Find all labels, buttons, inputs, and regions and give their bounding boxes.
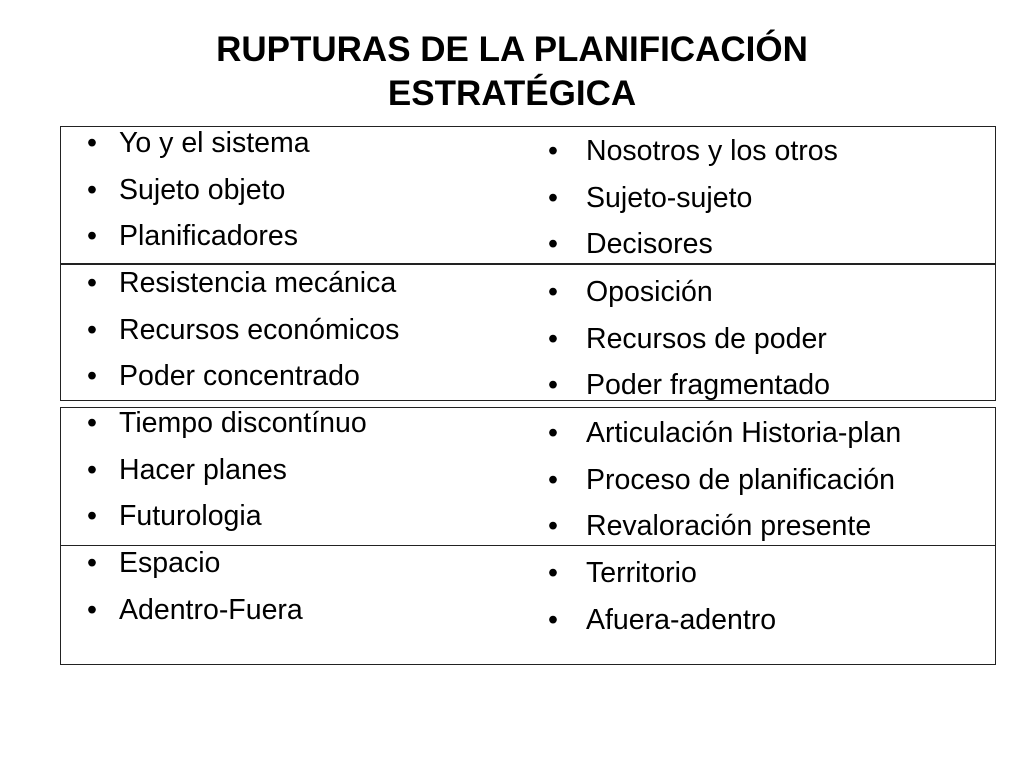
slide-title [0,28,1024,116]
list-item-text: Planificadores [119,220,299,252]
list-item [548,275,988,322]
list-item-text: Poder fragmentado [586,369,830,401]
list-item [87,219,507,266]
bullet-icon: • [87,127,97,159]
list-item [548,416,988,463]
bullet-icon: • [548,181,558,214]
list-item [87,406,507,453]
list-item [548,509,988,556]
bullet-icon: • [548,557,558,589]
list-item-text: Hacer planes [119,453,287,486]
list-item-text: Decisores [586,228,713,260]
list-item-text: Proceso de planificación [586,463,895,496]
list-item-text: Adentro-Fuera [119,593,303,626]
section-2-left-list [87,266,507,406]
section-1-right-list [548,134,988,274]
list-item [548,603,988,650]
section-3-right-list [548,416,988,556]
list-item [87,359,507,406]
bullet-icon: • [87,313,97,346]
bullet-icon: • [548,463,558,496]
list-item-text: Articulación Historia-plan [586,417,902,449]
list-item [87,313,507,360]
slide-title-line-1: RUPTURAS DE LA PLANIFICACIÓN [216,30,808,69]
list-item-text: Recursos de poder [586,322,827,355]
list-item-text: Territorio [586,557,697,589]
bullet-icon: • [87,500,97,532]
slide-title-line-2: ESTRATÉGICA [387,74,637,113]
bullet-icon: • [548,276,558,308]
list-item [548,463,988,510]
bullet-icon: • [548,369,558,401]
list-item [87,546,507,593]
list-item [548,556,988,603]
bullet-icon: • [87,220,97,252]
list-item [548,322,988,369]
list-item [548,368,988,415]
bullet-icon: • [548,135,558,167]
list-item-text: Yo y el sistema [119,127,310,159]
section-4-right-list [548,556,988,649]
section-3-left-list [87,406,507,546]
bullet-icon: • [87,360,97,392]
list-item [548,134,988,181]
list-item-text: Afuera-adentro [586,603,777,636]
list-item [548,181,988,228]
list-item-text: Recursos económicos [119,313,400,346]
list-item-text: Resistencia mecánica [119,267,397,299]
list-item-text: Sujeto objeto [119,173,286,206]
list-item [87,173,507,220]
bullet-icon: • [87,593,97,626]
list-item [87,453,507,500]
list-item [87,593,507,640]
list-item [87,266,507,313]
bullet-icon: • [548,228,558,260]
list-item [87,499,507,546]
bullet-icon: • [87,407,97,439]
list-item [548,227,988,274]
list-item-text: Espacio [119,547,221,579]
list-item-text: Revaloración presente [586,510,872,542]
section-2-right-list [548,275,988,415]
list-item-text: Poder concentrado [119,360,360,392]
bullet-icon: • [87,547,97,579]
bullet-icon: • [548,322,558,355]
list-item-text: Tiempo discontínuo [119,407,367,439]
bullet-icon: • [548,417,558,449]
bullet-icon: • [548,603,558,636]
list-item-text: Nosotros y los otros [586,135,838,167]
bullet-icon: • [548,510,558,542]
bullet-icon: • [87,267,97,299]
bullet-icon: • [87,173,97,206]
list-item-text: Sujeto-sujeto [586,181,753,214]
section-4-left-list [87,546,507,639]
section-1-left-list [87,126,507,266]
list-item [87,126,507,173]
list-item-text: Futurologia [119,500,262,532]
bullet-icon: • [87,453,97,486]
list-item-text: Oposición [586,276,713,308]
